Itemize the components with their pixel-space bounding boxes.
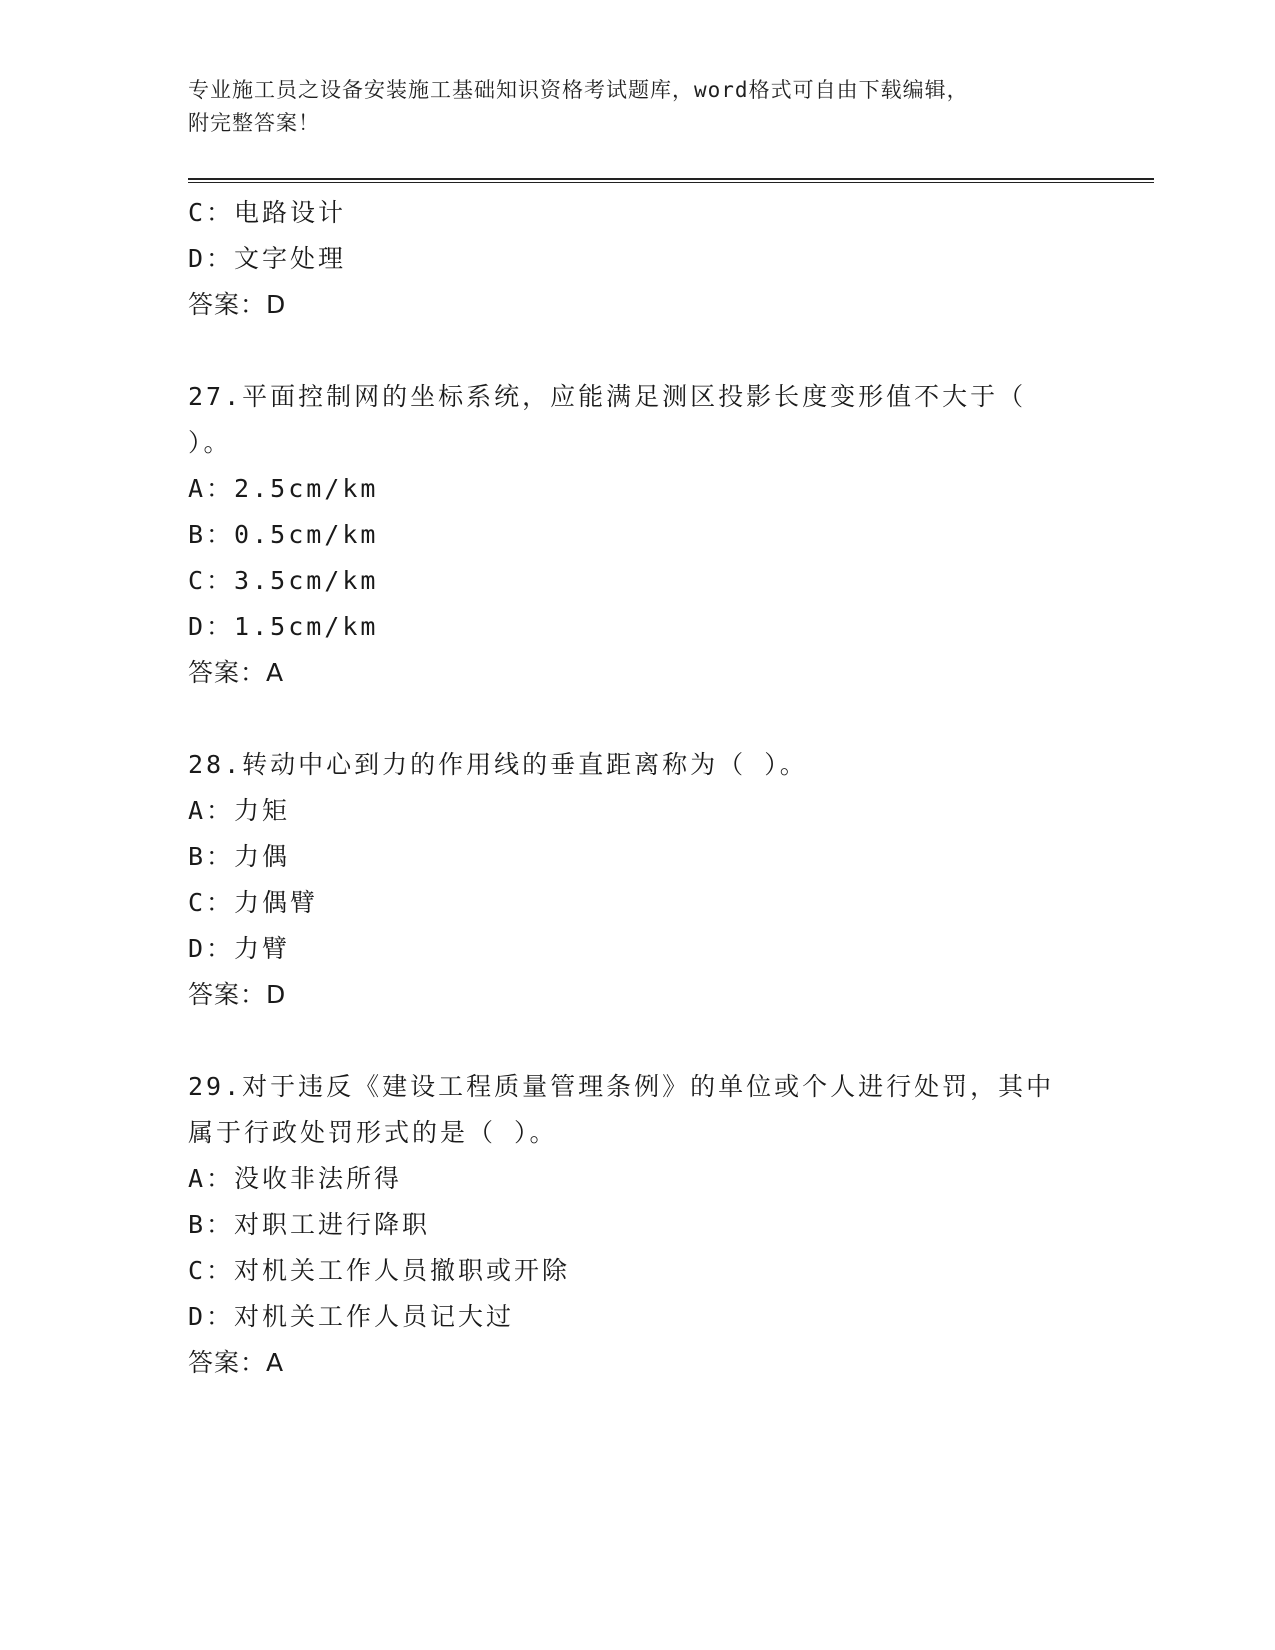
option-c: C：3.5cm/km: [188, 566, 379, 595]
spacer: [188, 1018, 1088, 1064]
option-d: D：对机关工作人员记大过: [188, 1302, 515, 1331]
question-block-28: [188, 742, 1088, 1018]
question-stem: 27.平面控制网的坐标系统，应能满足测区投影长度变形值不大于（: [188, 382, 1027, 411]
question-stem-continued: 属于行政处罚形式的是（ ）。: [188, 1118, 558, 1147]
spacer: [188, 328, 1088, 374]
option-a: A：2.5cm/km: [188, 474, 379, 503]
option-a: A：没收非法所得: [188, 1164, 403, 1193]
question-list: [188, 190, 1088, 1386]
question-block-27: [188, 374, 1088, 696]
option-b: B：力偶: [188, 842, 291, 871]
header-line-1: 专业施工员之设备安装施工基础知识资格考试题库，word格式可自由下载编辑，: [188, 78, 969, 102]
option-d: D：文字处理: [188, 244, 347, 273]
document-header: [188, 74, 1068, 140]
question-stem: 29.对于违反《建设工程质量管理条例》的单位或个人进行处罚，其中: [188, 1072, 1055, 1101]
option-c: C：对机关工作人员撤职或开除: [188, 1256, 571, 1285]
answer-line: 答案：D: [188, 980, 287, 1009]
option-c: C：力偶臂: [188, 888, 319, 917]
question-block-29: [188, 1064, 1088, 1386]
header-line-2: 附完整答案！: [188, 111, 320, 135]
answer-line: 答案：D: [188, 290, 287, 319]
question-stem-continued: ）。: [188, 428, 232, 457]
option-d: D：1.5cm/km: [188, 612, 379, 641]
header-divider: [188, 178, 1154, 183]
answer-line: 答案：A: [188, 1348, 285, 1377]
option-c: C：电路设计: [188, 198, 347, 227]
spacer: [188, 696, 1088, 742]
question-block-26: [188, 190, 1088, 328]
option-b: B：0.5cm/km: [188, 520, 379, 549]
answer-line: 答案：A: [188, 658, 285, 687]
question-stem: 28.转动中心到力的作用线的垂直距离称为（ ）。: [188, 750, 808, 779]
option-d: D：力臂: [188, 934, 291, 963]
option-b: B：对职工进行降职: [188, 1210, 431, 1239]
option-a: A：力矩: [188, 796, 291, 825]
